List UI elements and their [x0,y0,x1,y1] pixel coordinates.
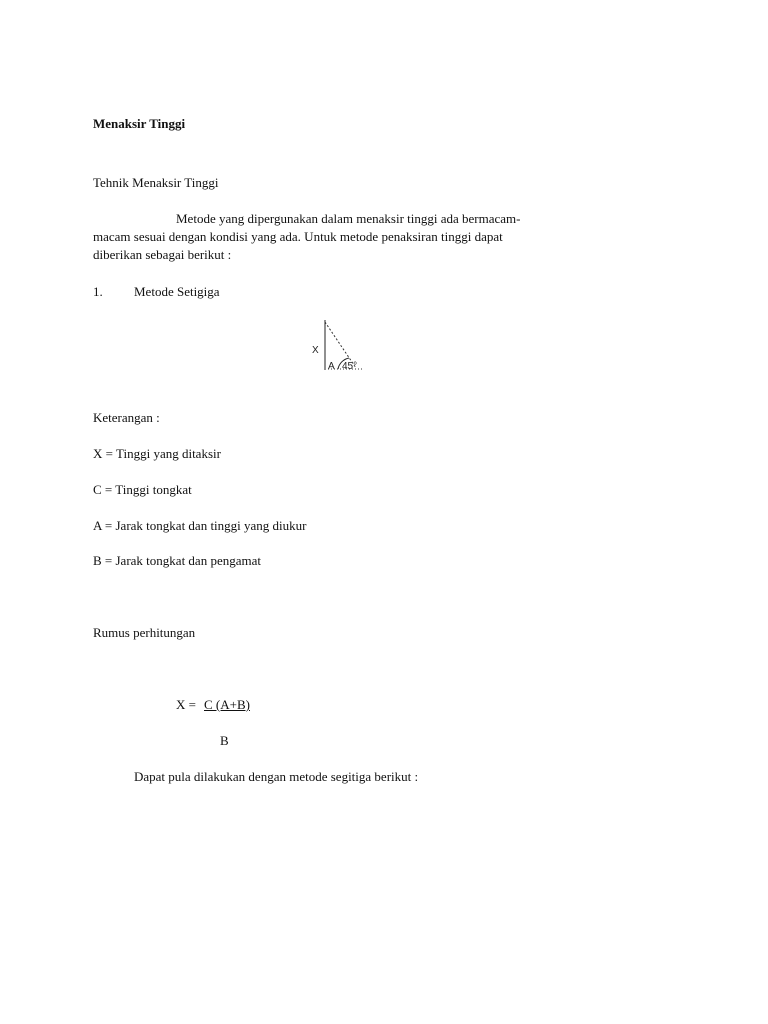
formula-denominator: B [220,733,229,748]
rumus-heading: Rumus perhitungan [93,625,196,640]
keterangan-item: B = Jarak tongkat dan pengamat [93,553,261,568]
keterangan-item: A = Jarak tongkat dan tinggi yang diukur [93,518,307,533]
formula-lhs: X = [176,697,196,712]
intro-line-3: diberikan sebagai berikut : [93,247,232,262]
keterangan-heading: Keterangan : [93,410,160,425]
diagram-label-a: A [328,361,335,372]
diagram-label-x: X [312,345,319,356]
intro-line-2: macam sesuai dengan kondisi yang ada. Untuk metode penaksiran tinggi dapat [93,229,503,244]
list-item-label: Metode Setigiga [134,284,220,299]
keterangan-item: C = Tinggi tongkat [93,482,192,497]
closing-text: Dapat pula dilakukan dengan metode segitiga berikut : [134,769,419,784]
list-item-number: 1. [93,284,103,299]
triangle-diagram [308,314,368,376]
document-title: Menaksir Tinggi [93,116,186,131]
section-heading: Tehnik Menaksir Tinggi [93,175,219,190]
diagram-angle-label: 45° [342,361,358,372]
formula-numerator: C (A+B) [204,697,250,712]
keterangan-item: X = Tinggi yang ditaksir [93,446,221,461]
intro-line-1: Metode yang dipergunakan dalam menaksir tinggi ada bermacam- [176,211,521,226]
